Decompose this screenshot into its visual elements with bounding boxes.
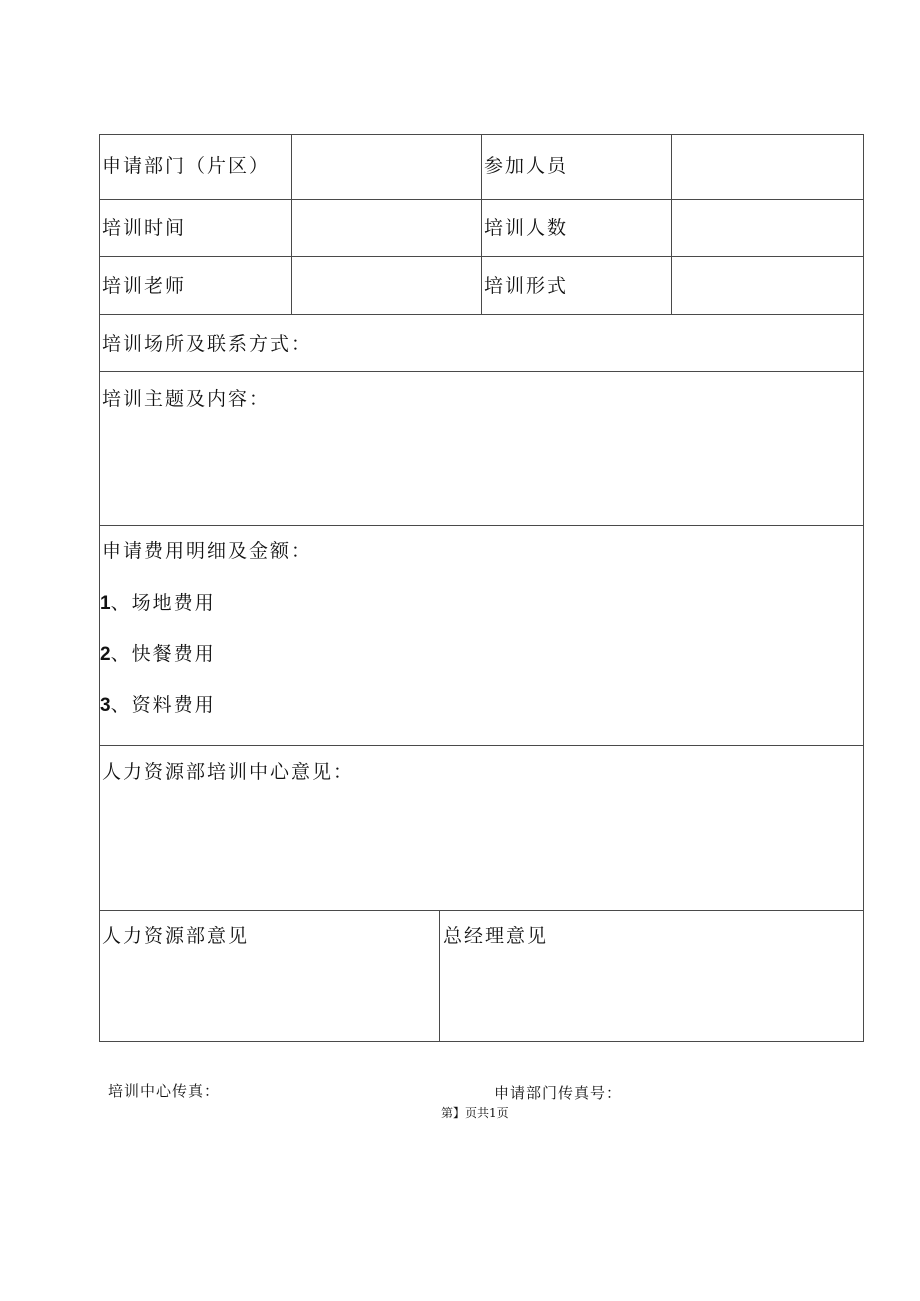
hr-dept-opinion-label: 人力资源部意见	[102, 925, 250, 947]
fee-heading: 申请费用明细及金额：	[102, 540, 313, 562]
department-field[interactable]	[292, 135, 481, 199]
hr-training-center-opinion-field[interactable]	[100, 790, 863, 910]
table-border-right	[863, 134, 864, 1042]
training-time-label: 培训时间	[102, 217, 187, 239]
venue-contact-field[interactable]	[300, 315, 863, 371]
fee-item	[100, 645, 216, 664]
fee-item-text: 、资料费用	[110, 694, 216, 716]
gm-opinion-field[interactable]	[440, 955, 863, 1041]
table-border-bottom	[99, 1041, 864, 1042]
trainer-label: 培训老师	[102, 275, 187, 297]
table-col-divider	[481, 134, 482, 314]
gm-opinion-label: 总经理意见	[443, 925, 549, 947]
attendee-count-label: 培训人数	[484, 217, 569, 239]
fee-item	[100, 594, 216, 613]
applicant-dept-fax-label: 申请部门传真号：	[494, 1084, 623, 1102]
training-format-label: 培训形式	[484, 275, 569, 297]
table-row-divider	[99, 745, 864, 746]
table-row-divider	[99, 910, 864, 911]
training-time-field[interactable]	[292, 200, 481, 256]
participants-label: 参加人员	[484, 155, 569, 177]
table-row-divider	[99, 525, 864, 526]
hr-dept-opinion-field[interactable]	[100, 955, 439, 1041]
attendee-count-field[interactable]	[672, 200, 863, 256]
page-number: 第】页共1页	[441, 1106, 509, 1120]
training-topic-label: 培训主题及内容：	[102, 388, 271, 410]
trainer-field[interactable]	[292, 257, 481, 314]
fee-item-text: 、场地费用	[110, 592, 216, 614]
fee-item	[100, 696, 216, 715]
venue-contact-label: 培训场所及联系方式：	[102, 333, 313, 355]
training-format-field[interactable]	[672, 257, 863, 314]
training-topic-field[interactable]	[100, 415, 863, 525]
participants-field[interactable]	[672, 135, 863, 199]
department-label: 申请部门（片区）	[102, 155, 271, 177]
fee-item-text: 、快餐费用	[110, 643, 216, 665]
fee-item-number: 1	[100, 593, 111, 614]
fee-item-number: 3	[100, 695, 111, 716]
fee-item-number: 2	[100, 644, 111, 665]
hr-training-center-opinion-label: 人力资源部培训中心意见：	[102, 761, 355, 783]
training-center-fax-label: 培训中心传真：	[108, 1082, 221, 1100]
table-row-divider	[99, 371, 864, 372]
